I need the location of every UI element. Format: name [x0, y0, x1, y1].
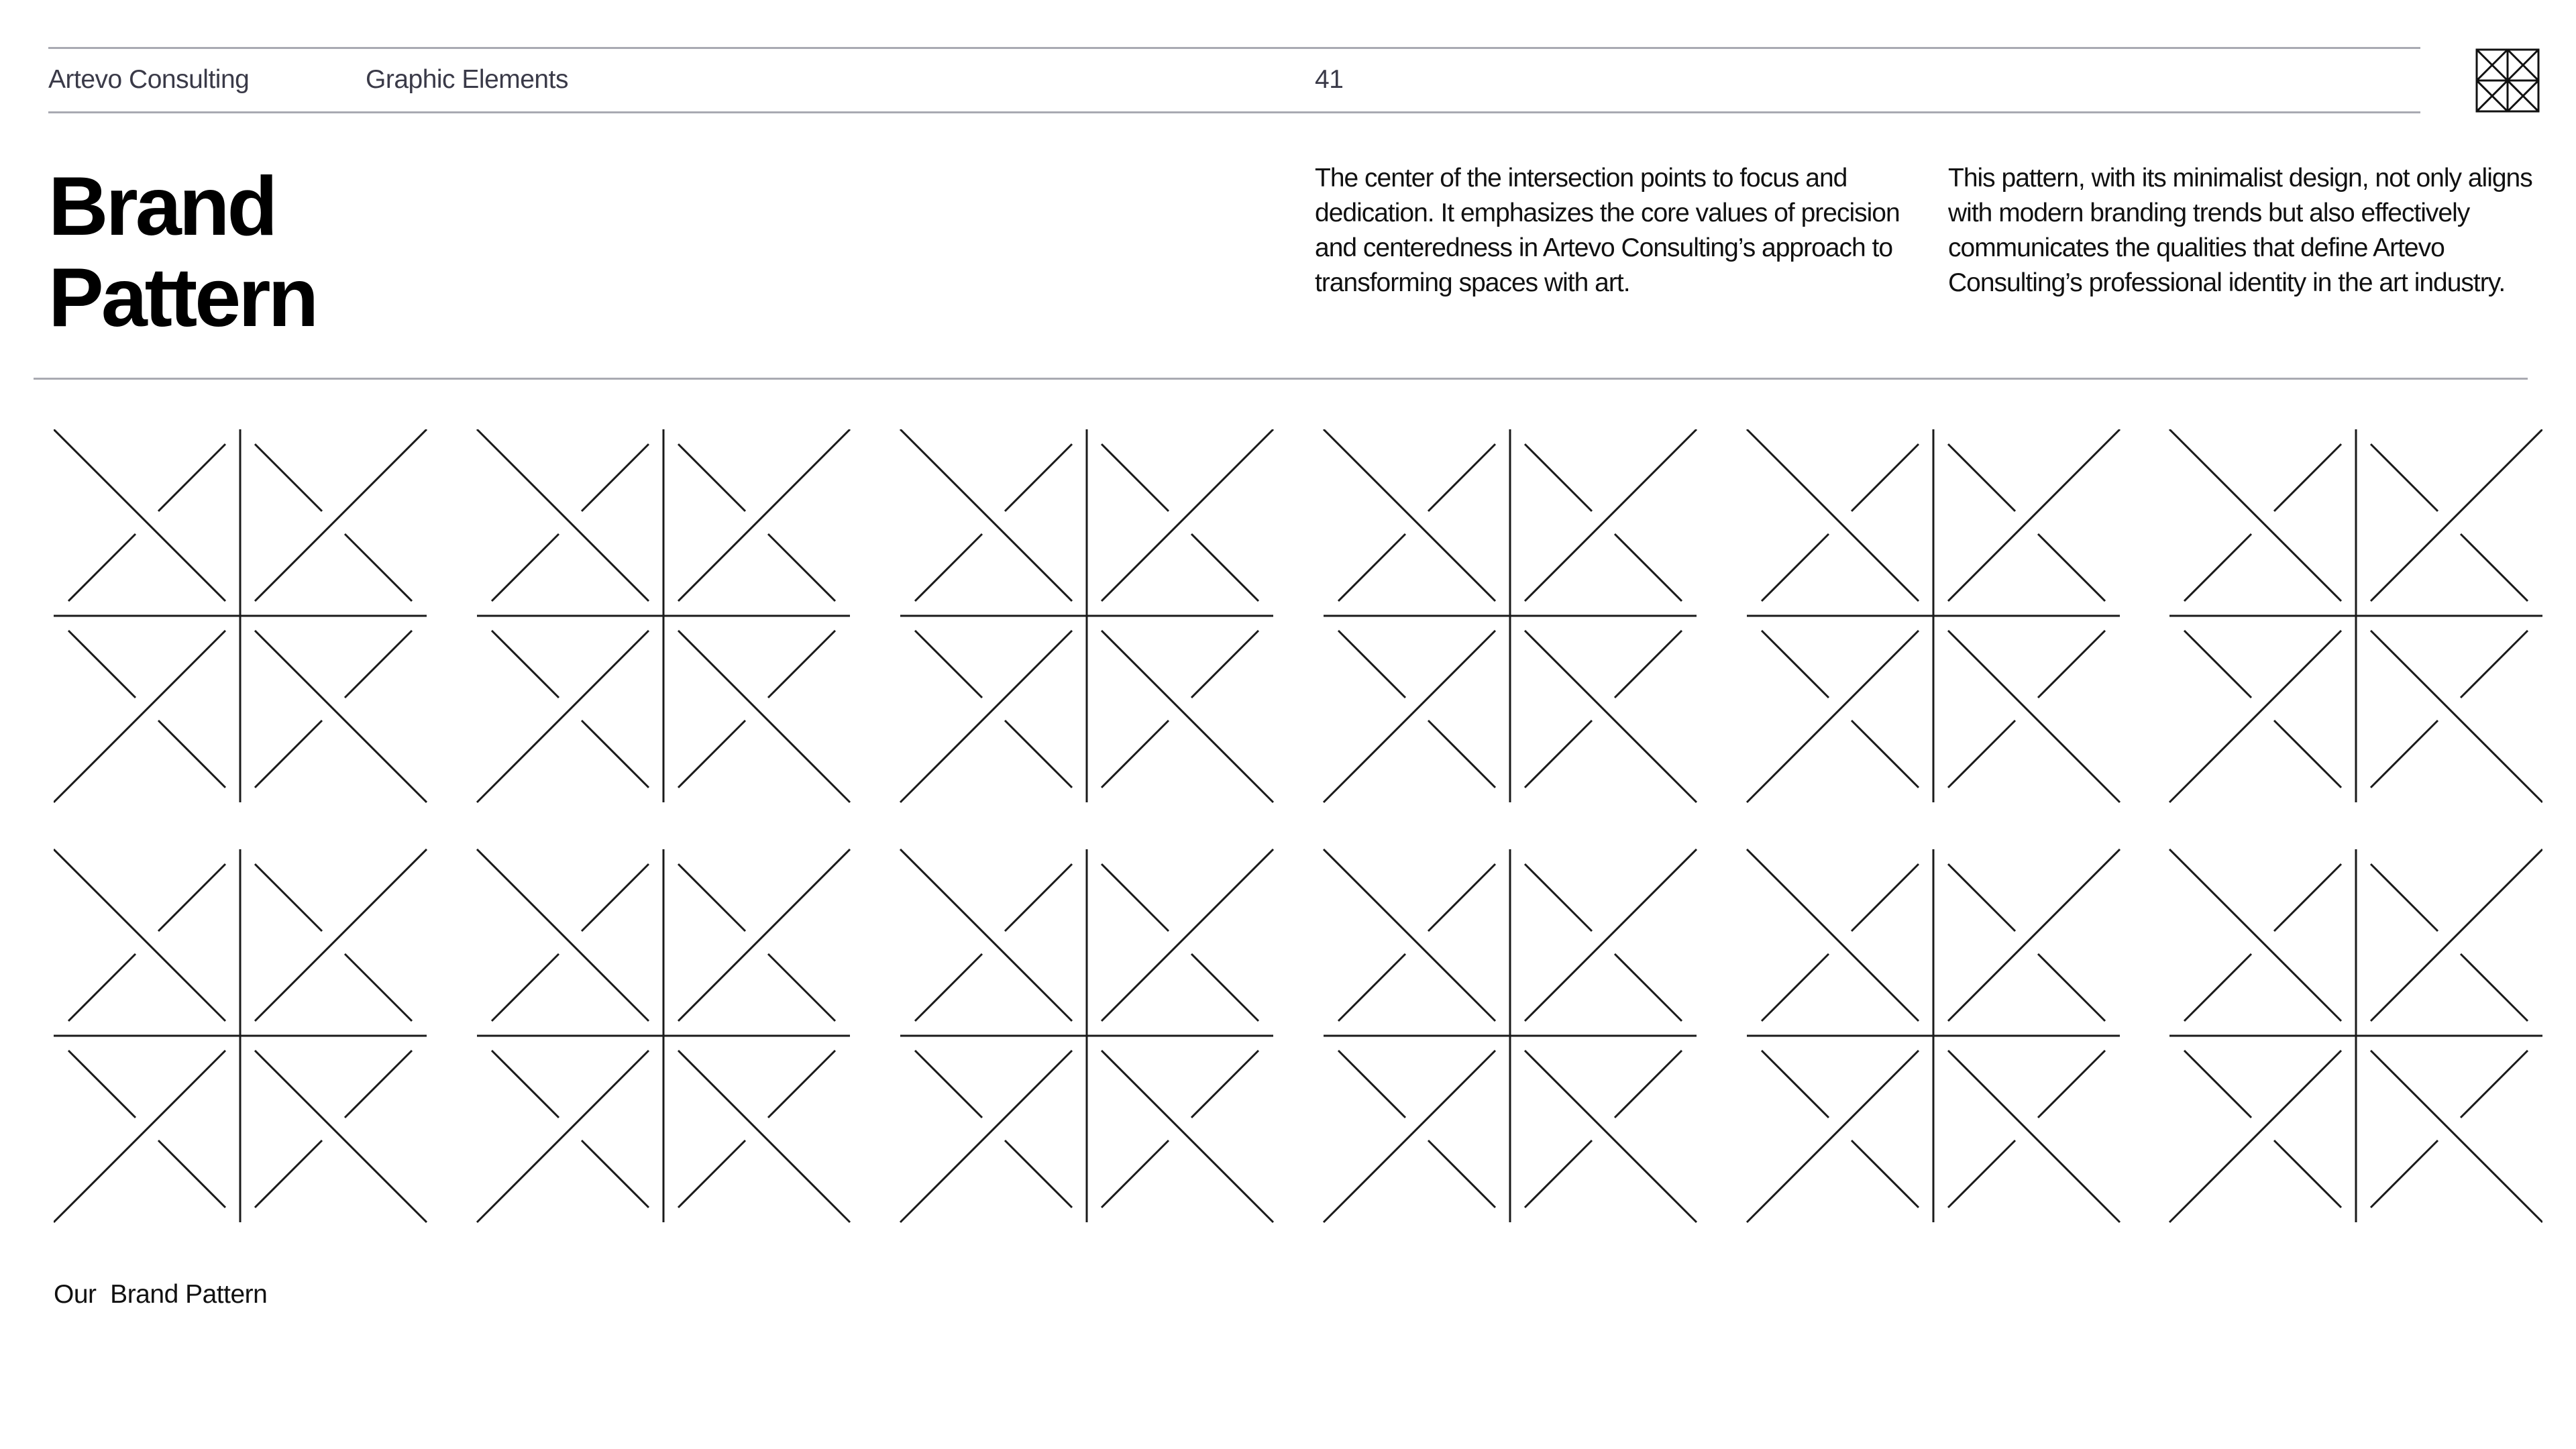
pattern-tile-r1-c6 [2169, 429, 2542, 802]
pattern-tile-r2-c3 [900, 849, 1273, 1222]
pattern-tile-r2-c2 [477, 849, 850, 1222]
section-divider [34, 378, 2528, 380]
crossed-square-grid-icon [2475, 48, 2540, 113]
description-paragraph-2: This pattern, with its minimalist design, not only aligns with modern branding trends but also effectively communicates the qualities that define Artevo Consulting’s professional identity in the art industry. [1948, 164, 2532, 297]
pattern-tile-r2-c1 [54, 849, 427, 1222]
pattern-tile-r1-c3 [900, 429, 1273, 802]
header-bottom-rule [48, 111, 2420, 113]
header-page-number: 41 [1315, 65, 1344, 94]
description-paragraph-1: The center of the intersection points to focus and dedication. It emphasizes the core values of precision and centeredness in Artevo Consulting’s approach to transforming spaces with art. [1315, 164, 1900, 297]
brand-pattern-grid [54, 429, 2542, 1228]
pattern-tile-r2-c6 [2169, 849, 2542, 1222]
pattern-tile-r1-c4 [1324, 429, 1697, 802]
page-title [48, 161, 316, 343]
header-top-rule [48, 47, 2420, 49]
pattern-tile-r1-c1 [54, 429, 427, 802]
pattern-tile-r1-c5 [1747, 429, 2120, 802]
header-section: Graphic Elements [366, 65, 568, 94]
pattern-tile-r2-c4 [1324, 849, 1697, 1222]
pattern-tile-r2-c5 [1747, 849, 2120, 1222]
header-company: Artevo Consulting [48, 65, 250, 94]
pattern-tile-r1-c2 [477, 429, 850, 802]
pattern-caption: Our Brand Pattern [54, 1280, 268, 1309]
page-title-line-1: Brand [48, 160, 276, 253]
page-title-line-2: Pattern [48, 252, 317, 344]
